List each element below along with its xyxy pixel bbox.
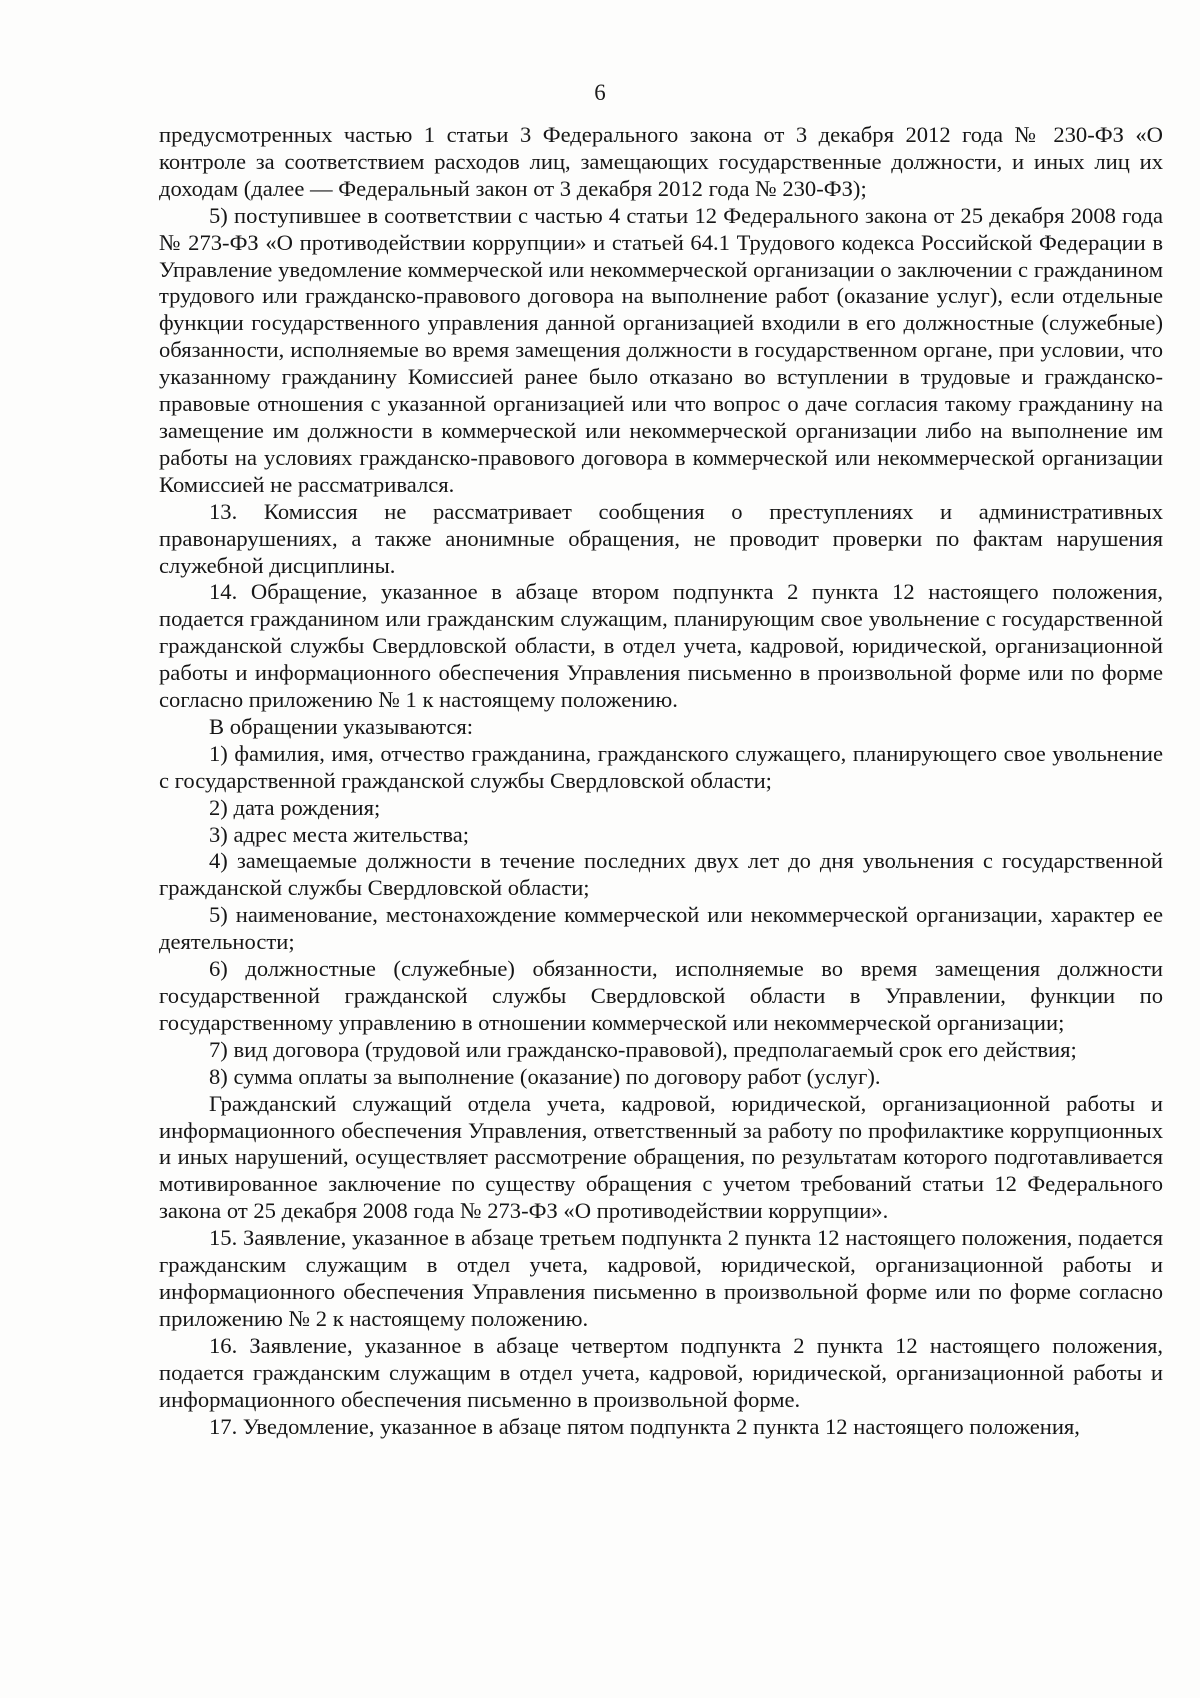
list-item-4: 4) замещаемые должности в течение последних двух лет до дня увольнения с государственной гражданской службы Свердловской области; [159, 848, 1163, 901]
list-item-3: 3) адрес места жительства; [209, 821, 470, 847]
paragraph-17: 17. Уведомление, указанное в абзаце пятом подпункта 2 пункта 12 настоящего положения, [209, 1413, 1080, 1439]
document-body [159, 122, 1163, 1440]
paragraph-14: 14. Обращение, указанное в абзаце втором подпункта 2 пункта 12 настоящего положения, подается гражданином или гражданским служащим, планирующим свое увольнение с государственной гражданской службы Свердловской области, в отдел учета, кадровой, юридической, организационной работы и информационного обеспечения Управления письменно в произвольной форме или по форме согласно приложению № 1 к настоящему положению. [159, 579, 1163, 713]
paragraph-appeal-contents-intro: В обращении указываются: [209, 713, 474, 739]
list-item-5: 5) наименование, местонахождение коммерческой или некоммерческой организации, характер ее деятельности; [159, 902, 1163, 955]
list-item-6: 6) должностные (служебные) обязанности, исполняемые во время замещения должности государственной гражданской службы Свердловской области в Управлении, функции по государственному управлению в отношении коммерческой или некоммерческой организации; [159, 956, 1163, 1035]
paragraph-continuation: предусмотренных частью 1 статьи 3 Федерального закона от 3 декабря 2012 года № 230-ФЗ «О контроле за соответствием расходов лиц, замещающих государственные должности, и иных лиц их доходам (далее — Федеральный закон от 3 декабря 2012 года № 230-ФЗ); [159, 122, 1163, 201]
list-item-2: 2) дата рождения; [209, 794, 381, 820]
paragraph-13: 13. Комиссия не рассматривает сообщения о преступлениях и административных правонарушениях, а также анонимные обращения, не проводит проверки по фактам нарушения служебной дисциплины. [159, 498, 1163, 578]
paragraph-subitem-5: 5) поступившее в соответствии с частью 4 статьи 12 Федерального закона от 25 декабря 2008 года № 273-ФЗ «О противодействии коррупции» и статьей 64.1 Трудового кодекса Российской Федерации в Управление уведомление коммерческой или некоммерческой организации о заключении с гражданином трудового или гражданско-правового договора на выполнение работ (оказание услуг), если отдельные функции государственного управления данной организацией входили в его должностные (служебные) обязанности, исполняемые во время замещения должности в государственном органе, при условии, что указанному гражданину Комиссией ранее было отказано во вступлении в трудовые и гражданско-правовые отношения с указанной организацией или что вопрос о даче согласия такому гражданину на замещение им должности в коммерческой или некоммерческой организации либо на выполнение им работы на условиях гражданско-правового договора в коммерческой или некоммерческой организации Комиссией не рассматривался. [159, 202, 1163, 497]
paragraph-15: 15. Заявление, указанное в абзаце третьем подпункта 2 пункта 12 настоящего положения, подается гражданским служащим в отдел учета, кадровой, юридической, организационной работы и информационного обеспечения Управления письменно в произвольной форме или по форме согласно приложению № 2 к настоящему положению. [159, 1225, 1163, 1331]
list-item-7: 7) вид договора (трудовой или гражданско-правовой), предполагаемый срок его действия; [209, 1036, 1077, 1062]
paragraph-review-procedure: Гражданский служащий отдела учета, кадровой, юридической, организационной работы и информационного обеспечения Управления, ответственный за работу по профилактике коррупционных и иных нарушений, осуществляет рассмотрение обращения, по результатам которого подготавливается мотивированное заключение по существу обращения с учетом требований статьи 12 Федерального закона от 25 декабря 2008 года № 273-ФЗ «О противодействии коррупции». [159, 1090, 1163, 1224]
page-number: 6 [594, 80, 606, 105]
list-item-1: 1) фамилия, имя, отчество гражданина, гражданского служащего, планирующего свое увольнение с государственной гражданской службы Свердловской области; [159, 740, 1163, 793]
list-item-8: 8) сумма оплаты за выполнение (оказание) по договору работ (услуг). [209, 1063, 881, 1089]
paragraph-16: 16. Заявление, указанное в абзаце четвертом подпункта 2 пункта 12 настоящего положения, подается гражданским служащим в отдел учета, кадровой, юридической, организационной работы и информационного обеспечения письменно в произвольной форме. [159, 1332, 1163, 1412]
